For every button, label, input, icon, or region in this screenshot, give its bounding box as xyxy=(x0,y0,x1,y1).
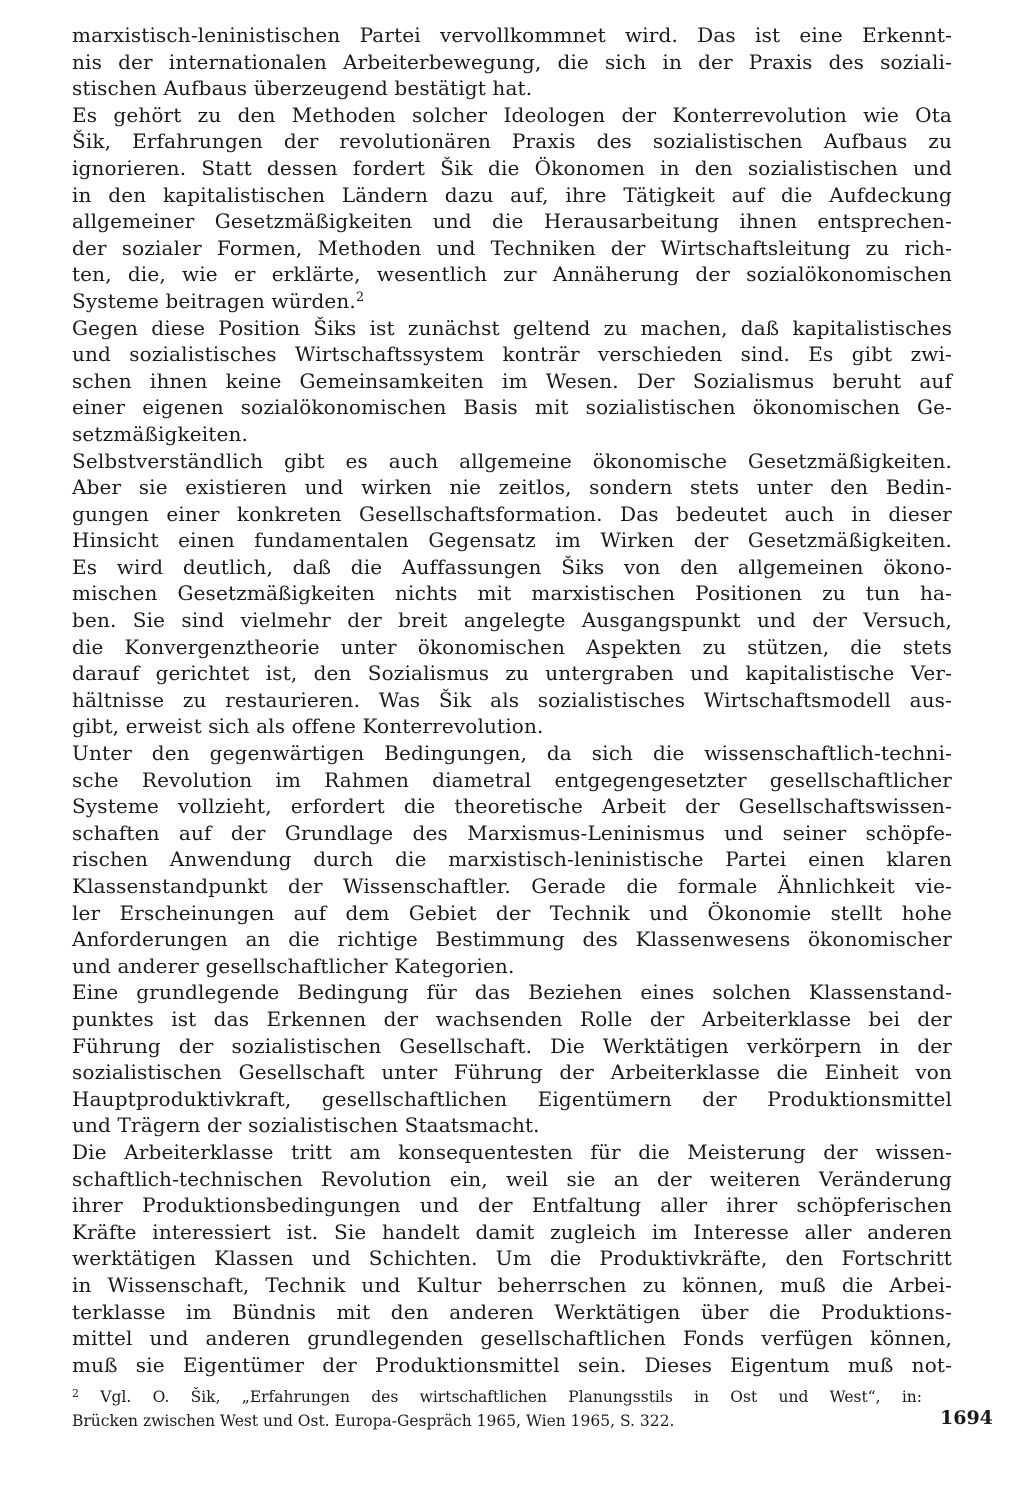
text-line: hältnisse zu restaurieren. Was Šik als sozialistisches Wirtschaftsmodell aus- xyxy=(72,687,952,712)
text-line: sche Revolution im Rahmen diametral entgegengesetzter gesellschaftlicher xyxy=(72,767,952,792)
text-line: Systeme vollzieht, erfordert die theoretische Arbeit der Gesellschaftswissen- xyxy=(72,794,952,819)
text-line: Gegen diese Position Šiks ist zunächst geltend zu machen, daß kapitalistisches xyxy=(72,315,952,340)
footnote-line xyxy=(72,1385,922,1409)
text-line: nis der internationalen Arbeiterbewegung, die sich in der Praxis des soziali- xyxy=(72,49,952,74)
text-line: schaftlich-technischen Revolution ein, weil sie an der weiteren Veränderung xyxy=(72,1166,952,1191)
text-line: schen ihnen keine Gemeinsamkeiten im Wesen. Der Sozialismus beruht auf xyxy=(72,368,952,393)
text-line: in Wissenschaft, Technik und Kultur beherrschen zu können, muß die Arbei- xyxy=(72,1272,952,1297)
text-line: die Konvergenztheorie unter ökonomischen Aspekten zu stützen, die stets xyxy=(72,634,952,659)
text-line: rischen Anwendung durch die marxistisch-leninistische Partei einen klaren xyxy=(72,847,952,872)
text-line: setzmäßigkeiten. xyxy=(72,421,248,446)
text-line: Kräfte interessiert ist. Sie handelt damit zugleich im Interesse aller anderen xyxy=(72,1219,952,1244)
text-line: Selbstverständlich gibt es auch allgemeine ökonomische Gesetzmäßigkeiten. xyxy=(72,448,952,473)
text-line: in den kapitalistischen Ländern dazu auf, ihre Tätigkeit auf die Aufdeckung xyxy=(72,182,952,207)
text-line: muß sie Eigentümer der Produktionsmittel sein. Dieses Eigentum muß not- xyxy=(72,1352,952,1377)
footnote-line: Brücken zwischen West und Ost. Europa-Gespräch 1965, Wien 1965, S. 322. xyxy=(72,1412,675,1430)
text-line: ben. Sie sind vielmehr der breit angelegte Ausgangspunkt und der Versuch, xyxy=(72,608,952,633)
text-line: Es wird deutlich, daß die Auffassungen Šiks von den allgemeinen ökono- xyxy=(72,554,952,579)
text-line: Aber sie existieren und wirken nie zeitlos, sondern stets unter den Bedin- xyxy=(72,475,952,500)
text-line: sozialistischen Gesellschaft unter Führung der Arbeiterklasse die Einheit von xyxy=(72,1060,952,1085)
text-line: Eine grundlegende Bedingung für das Beziehen eines solchen Klassenstand- xyxy=(72,980,952,1005)
text-line-with-footnote xyxy=(72,288,952,315)
text-line: und anderer gesellschaftlicher Kategorien. xyxy=(72,953,515,978)
text-line: Unter den gegenwärtigen Bedingungen, da sich die wissenschaftlich-techni- xyxy=(72,741,952,766)
text-line: mischen Gesetzmäßigkeiten nichts mit marxistischen Positionen zu tun ha- xyxy=(72,581,952,606)
text-line: Anforderungen an die richtige Bestimmung des Klassenwesens ökonomischer xyxy=(72,927,952,952)
page-number: 1694 xyxy=(940,1407,993,1429)
footnote-number: 2 xyxy=(72,1387,79,1400)
text-line: werktätigen Klassen und Schichten. Um die Produktivkräfte, den Fortschritt xyxy=(72,1246,952,1271)
text-line: marxistisch-leninistischen Partei vervollkommnet wird. Das ist eine Erkennt- xyxy=(72,23,952,47)
text-line: Klassenstandpunkt der Wissenschaftler. Gerade die formale Ähnlichkeit vie- xyxy=(72,874,952,898)
text-line: ler Erscheinungen auf dem Gebiet der Technik und Ökonomie stellt hohe xyxy=(72,900,952,925)
text-line: und Trägern der sozialistischen Staatsmacht. xyxy=(72,1113,540,1138)
text-line: Hinsicht einen fundamentalen Gegensatz im Wirken der Gesetzmäßigkeiten. xyxy=(72,528,952,553)
text-line: einer eigenen sozialökonomischen Basis mit sozialistischen ökonomischen Ge- xyxy=(72,395,952,420)
text-line: terklasse im Bündnis mit den anderen Werktätigen über die Produktions- xyxy=(72,1299,952,1324)
footnote-reference[interactable]: 2 xyxy=(355,289,365,305)
text-line: ihrer Produktionsbedingungen und der Entfaltung aller ihrer schöpferischen xyxy=(72,1193,952,1218)
text-line: stischen Aufbaus überzeugend bestätigt hat. xyxy=(72,76,533,101)
text-line: Šik, Erfahrungen der revolutionären Praxis des sozialistischen Aufbaus zu xyxy=(72,129,952,154)
text-line: punktes ist das Erkennen der wachsenden Rolle der Arbeiterklasse bei der xyxy=(72,1006,952,1031)
text-line: Die Arbeiterklasse tritt am konsequentesten für die Meisterung der wissen- xyxy=(72,1139,952,1164)
text-line: ten, die, wie er erklärte, wesentlich zur Annäherung der sozialökonomischen xyxy=(72,262,952,287)
text-line: Hauptproduktivkraft, gesellschaftlichen Eigentümern der Produktionsmittel xyxy=(72,1086,952,1111)
text-line: schaften auf der Grundlage des Marxismus-Leninismus und seiner schöpfe- xyxy=(72,820,952,845)
text-line: der sozialer Formen, Methoden und Techniken der Wirtschaftsleitung zu rich- xyxy=(72,235,952,260)
footnote xyxy=(72,1385,922,1433)
footnote-text: Vgl. O. Šik, „Erfahrungen des wirtschaftlichen Planungsstils in Ost und West“, in: xyxy=(100,1388,922,1406)
text-line: mittel und anderen grundlegenden gesellschaftlichen Fonds verfügen können, xyxy=(72,1326,952,1351)
text-line: Systeme beitragen würden. xyxy=(72,288,356,313)
text-line: und sozialistisches Wirtschaftssystem konträr verschieden sind. Es gibt zwi- xyxy=(72,342,952,367)
text-line: Führung der sozialistischen Gesellschaft. Die Werktätigen verkörpern in der xyxy=(72,1033,952,1058)
body-text xyxy=(72,22,952,1378)
text-line: ignorieren. Statt dessen fordert Šik die Ökonomen in den sozialistischen und xyxy=(72,155,952,180)
text-line: gungen einer konkreten Gesellschaftsformation. Das bedeutet auch in dieser xyxy=(72,501,952,526)
text-line: allgemeiner Gesetzmäßigkeiten und die Herausarbeitung ihnen entsprechen- xyxy=(72,209,952,234)
text-line: Es gehört zu den Methoden solcher Ideologen der Konterrevolution wie Ota xyxy=(72,102,952,127)
text-line: gibt, erweist sich als offene Konterrevolution. xyxy=(72,714,544,739)
text-line: darauf gerichtet ist, den Sozialismus zu untergraben und kapitalistische Ver- xyxy=(72,661,952,686)
